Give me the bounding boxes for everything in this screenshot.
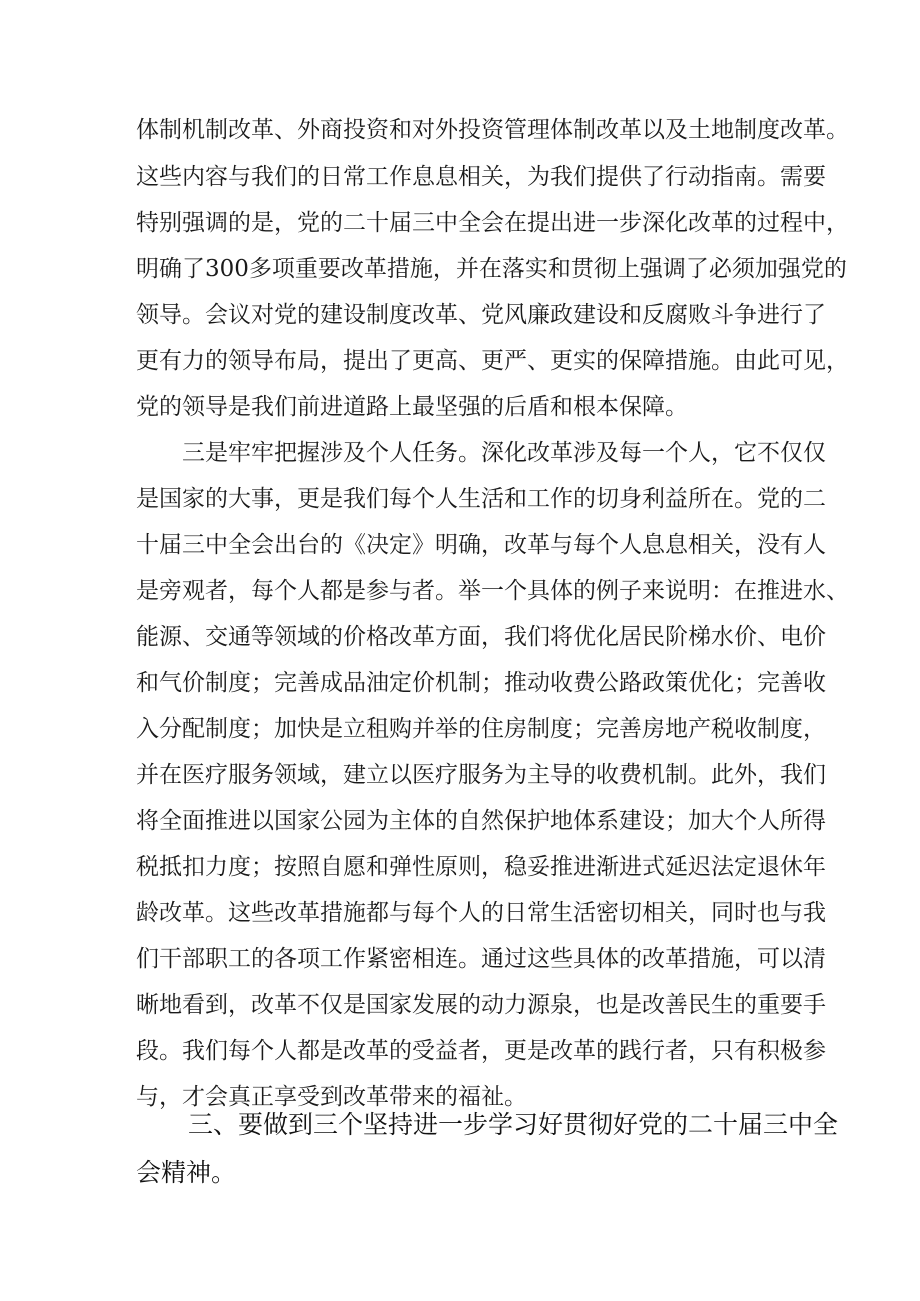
text-line: 入分配制度；加快是立租购并举的住房制度；完善房地产税收制度，: [136, 716, 826, 742]
text-line: 是旁观者，每个人都是参与者。举一个具体的例子来说明：在推进水、: [136, 578, 849, 604]
text-line: 并在医疗服务领域，建立以医疗服务为主导的收费机制。此外，我们: [136, 762, 826, 788]
text-line: 明确了300多项重要改革措施，并在落实和贯彻上强调了必须加强党的: [136, 256, 847, 282]
text-line: 晰地看到，改革不仅是国家发展的动力源泉，也是改善民生的重要手: [136, 992, 826, 1018]
text-line: 与，才会真正享受到改革带来的福祉。: [136, 1084, 527, 1110]
text-line: 领导。会议对党的建设制度改革、党风廉政建设和反腐败斗争进行了: [136, 302, 826, 328]
heading-line: 会精神。: [136, 1158, 237, 1187]
text-line: 特别强调的是，党的二十届三中全会在提出进一步深化改革的过程中，: [136, 210, 849, 236]
heading-line: 三、要做到三个坚持进一步学习好贯彻好党的二十届三中全: [188, 1110, 839, 1139]
text-line: 龄改革。这些改革措施都与每个人的日常生活密切相关，同时也与我: [136, 900, 826, 926]
text-line: 能源、交通等领域的价格改革方面，我们将优化居民阶梯水价、电价: [136, 624, 826, 650]
text-line: 们干部职工的各项工作紧密相连。通过这些具体的改革措施，可以清: [136, 946, 826, 972]
text-line: 十届三中全会出台的《决定》明确，改革与每个人息息相关，没有人: [136, 532, 826, 558]
text-line: 党的领导是我们前进道路上最坚强的后盾和根本保障。: [136, 394, 688, 420]
text-line: 这些内容与我们的日常工作息息相关，为我们提供了行动指南。需要: [136, 164, 826, 190]
text-line: 将全面推进以国家公园为主体的自然保护地体系建设；加大个人所得: [136, 808, 826, 834]
text-line: 和气价制度；完善成品油定价机制；推动收费公路政策优化；完善收: [136, 670, 826, 696]
text-line: 段。我们每个人都是改革的受益者，更是改革的践行者，只有积极参: [136, 1038, 826, 1064]
text-line: 体制机制改革、外商投资和对外投资管理体制改革以及土地制度改革。: [136, 117, 849, 143]
text-line: 三是牢牢把握涉及个人任务。深化改革涉及每一个人，它不仅仅: [182, 440, 826, 466]
text-line: 税抵扣力度；按照自愿和弹性原则，稳妥推进渐进式延迟法定退休年: [136, 854, 826, 880]
text-line: 更有力的领导布局，提出了更高、更严、更实的保障措施。由此可见，: [136, 348, 849, 374]
text-line: 是国家的大事，更是我们每个人生活和工作的切身利益所在。党的二: [136, 486, 826, 512]
